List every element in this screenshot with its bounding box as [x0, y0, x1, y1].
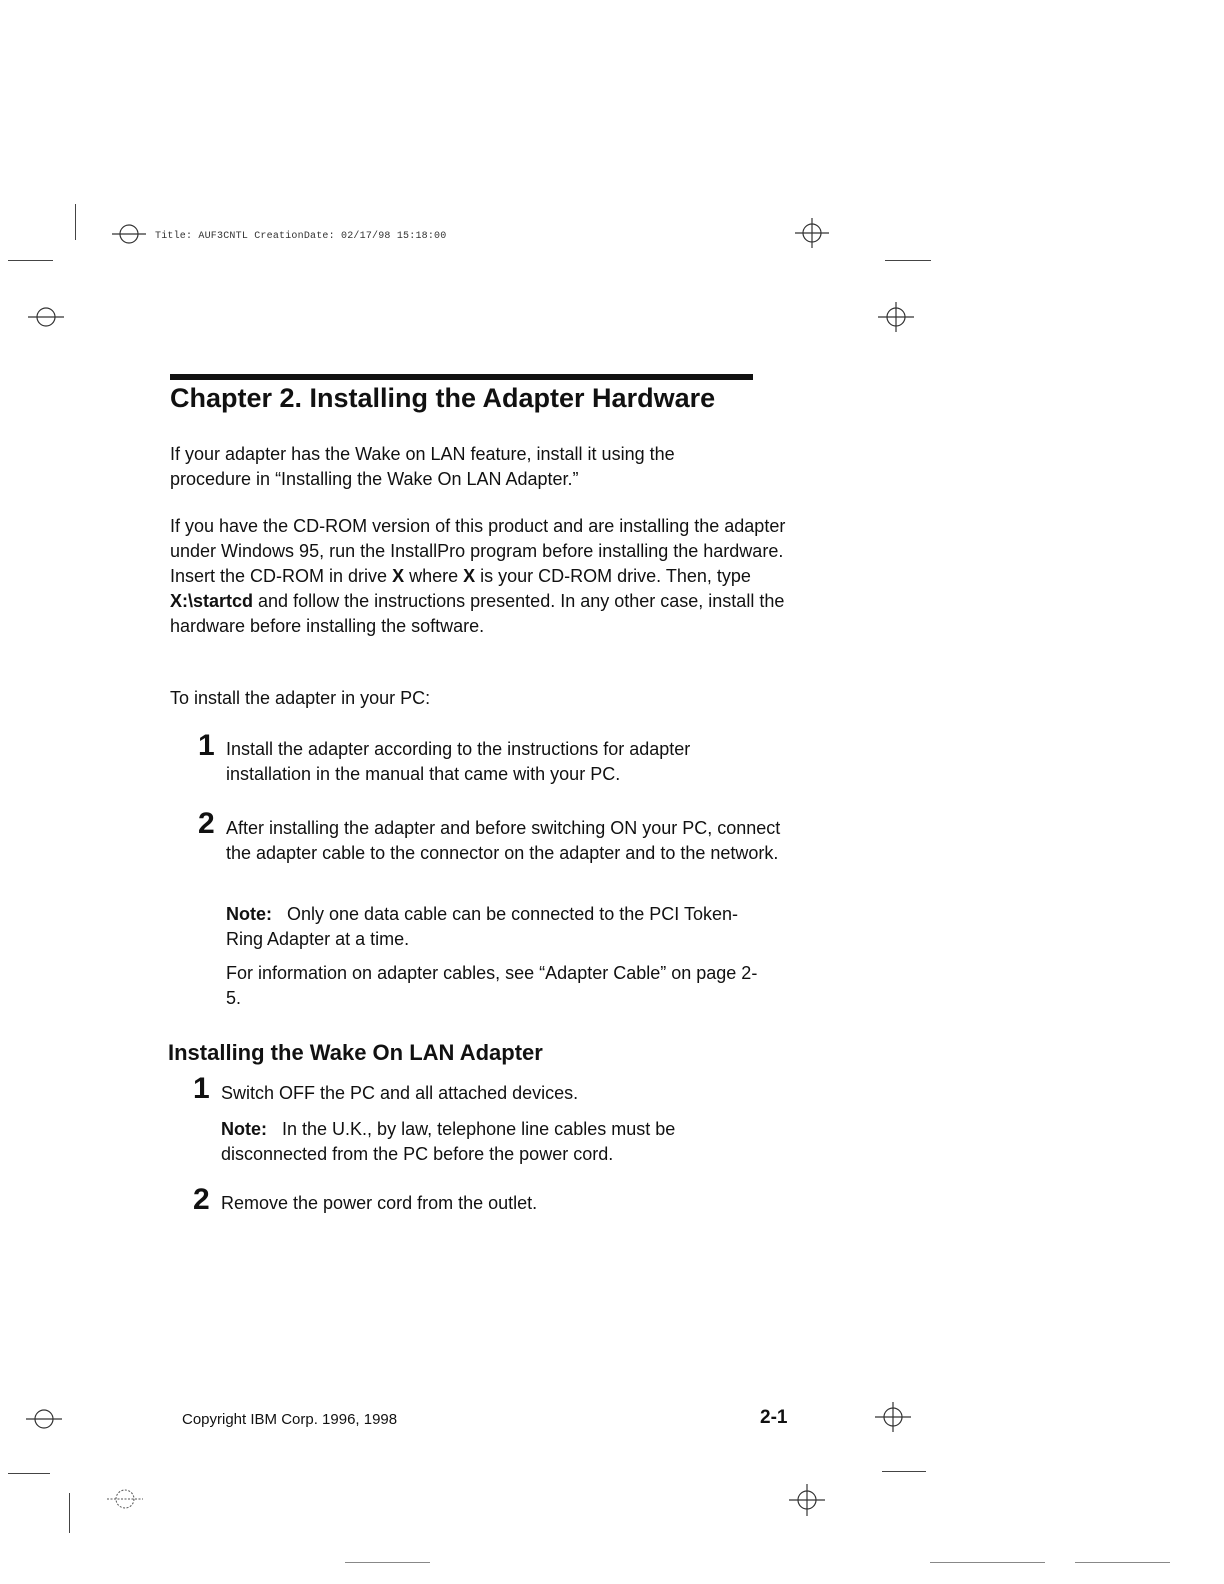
registration-mark-icon: [112, 222, 146, 246]
note-text: In the U.K., by law, telephone line cables must be disconnected from the PC before the power cord.: [221, 1119, 676, 1164]
scan-artifact: [930, 1562, 1045, 1563]
registration-mark-icon: [875, 1402, 911, 1432]
text-span: If you have the CD-ROM version of this product and are installing the adapter under Windows 95, run the InstallPro program before installing the hardware. Insert the CD-ROM in drive: [170, 516, 786, 586]
step-text: Install the adapter according to the instructions for adapter installation in the manual that came with your PC.: [226, 739, 691, 784]
intro-paragraph: [170, 514, 800, 639]
step-info: For information on adapter cables, see “Adapter Cable” on page 2-5.: [226, 963, 758, 1008]
text-span: where: [404, 566, 464, 586]
note-label: Note:: [221, 1119, 267, 1139]
registration-mark-icon: [795, 218, 829, 248]
intro-paragraph: If your adapter has the Wake on LAN feature, install it using the procedure in “Installing the Wake On LAN Adapter.”: [170, 444, 675, 489]
step-note: [221, 1117, 761, 1167]
crop-mark: [8, 1473, 50, 1474]
crop-mark: [8, 260, 53, 261]
registration-mark-icon: [28, 304, 64, 330]
step-number: 1: [193, 1072, 210, 1105]
step-text: Remove the power cord from the outlet.: [221, 1193, 538, 1213]
text-span: and follow the instructions presented. In any other case, install the hardware before installing the software.: [170, 591, 785, 636]
scan-artifact: [1075, 1562, 1170, 1563]
crop-mark: [75, 204, 76, 240]
print-header: Title: AUF3CNTL CreationDate: 02/17/98 15:18:00: [155, 231, 447, 242]
section-title: Installing the Wake On LAN Adapter: [168, 1040, 543, 1065]
chapter-rule: [170, 374, 753, 380]
crop-mark: [885, 260, 931, 261]
registration-mark-icon: [107, 1486, 143, 1512]
drive-letter: X: [463, 566, 476, 586]
copyright: Copyright IBM Corp. 1996, 1998: [182, 1411, 398, 1428]
step-number: 2: [198, 807, 215, 840]
command-text: X:\startcd: [170, 591, 254, 611]
note-label: Note:: [226, 904, 272, 924]
chapter-title: Chapter 2. Installing the Adapter Hardware: [170, 383, 716, 413]
step-number: 2: [193, 1183, 210, 1216]
drive-letter: X: [392, 566, 405, 586]
registration-mark-icon: [878, 302, 914, 332]
step-text: Switch OFF the PC and all attached devices.: [221, 1083, 579, 1103]
page-number: 2-1: [760, 1407, 788, 1428]
step-text: After installing the adapter and before switching ON your PC, connect the adapter cable to the connector on the adapter and to the network.: [226, 818, 781, 863]
registration-mark-icon: [789, 1484, 825, 1516]
intro-paragraph: To install the adapter in your PC:: [170, 688, 431, 708]
crop-mark: [69, 1493, 70, 1533]
crop-mark: [882, 1471, 926, 1472]
text-span: is your CD-ROM drive. Then, type: [475, 566, 751, 586]
step-number: 1: [198, 729, 215, 762]
note-text: Only one data cable can be connected to the PCI Token-Ring Adapter at a time.: [226, 904, 738, 949]
step-note: [226, 902, 766, 952]
registration-mark-icon: [26, 1406, 62, 1432]
scan-artifact: [345, 1562, 430, 1563]
